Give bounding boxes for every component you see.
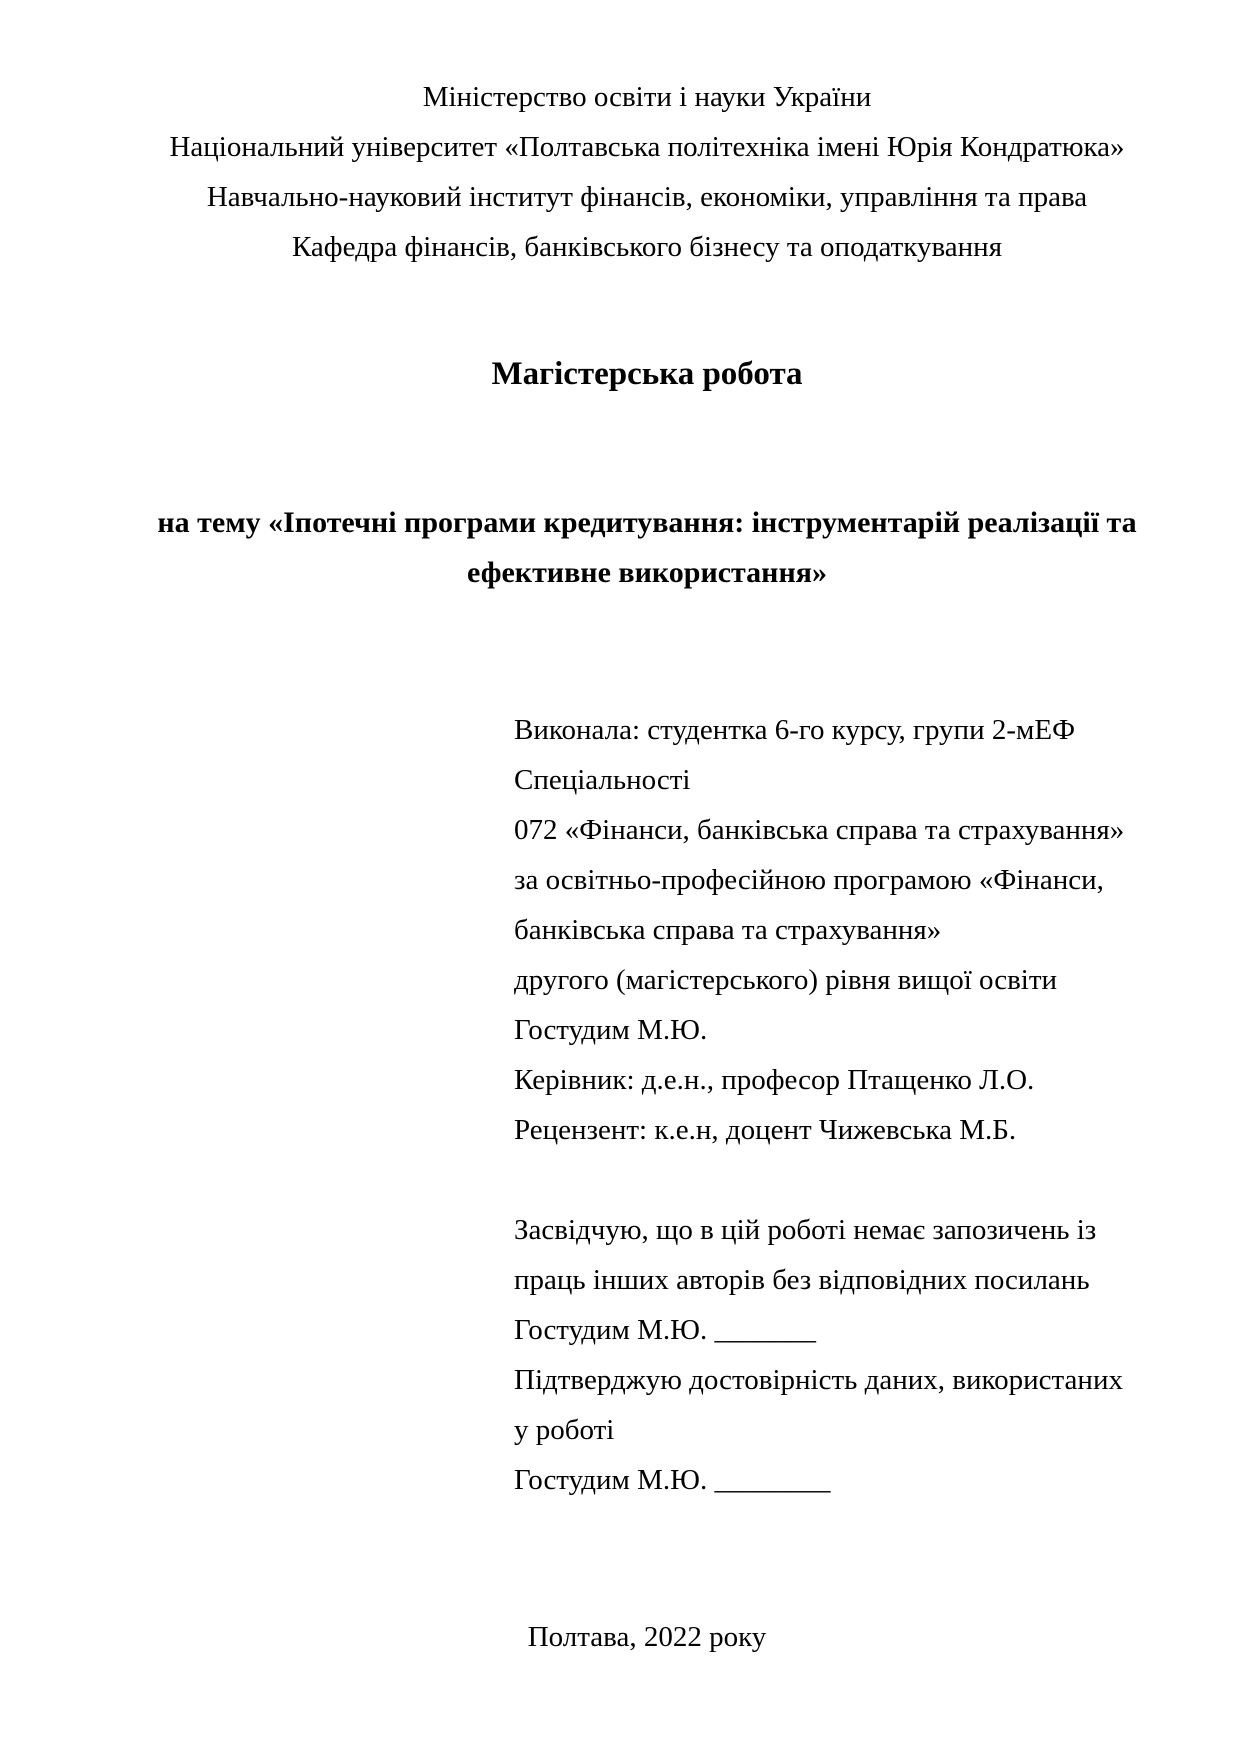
performed-by-line: Виконала: студентка 6-го курсу, групи 2-мЕФ: [514, 714, 1075, 746]
specialty-label-line: Спеціальності: [514, 764, 691, 796]
author-name-line: Гостудим М.Ю.: [514, 1014, 708, 1046]
work-type-title: Магістерська робота: [491, 356, 803, 392]
signature-line-1: Гостудим М.Ю. _______: [514, 1314, 816, 1346]
supervisor-line: Керівник: д.е.н., професор Птащенко Л.О.: [514, 1064, 1035, 1096]
declaration-block: [514, 1205, 1200, 1505]
program-line-2: банківська справа та страхування»: [514, 914, 942, 946]
ministry-line: Міністерство освіти і науки України: [422, 81, 872, 113]
university-line: Національний університет «Полтавська політехніка імені Юрія Кондратюка»: [169, 131, 1125, 163]
thesis-topic: на тему «Іпотечні програми кредитування: інструментарій реалізації та ефективне використання»: [157, 506, 1137, 589]
signature-line-2: Гостудим М.Ю. ________: [514, 1464, 831, 1496]
declaration-line-1: Засвідчую, що в цій роботі немає запозичень із: [514, 1214, 1097, 1246]
institution-header: [94, 72, 1200, 272]
author-details-block: [514, 705, 1200, 1155]
institute-line: Навчально-науковий інститут фінансів, економіки, управління та права: [206, 181, 1088, 213]
specialty-code-line: 072 «Фінанси, банківська справа та страхування»: [514, 814, 1125, 846]
declaration-line-2: праць інших авторів без відповідних посилань: [514, 1264, 1090, 1296]
confirmation-line-1: Підтверджую достовірність даних, використаних: [514, 1364, 1123, 1396]
confirmation-line-2: у роботі: [514, 1414, 615, 1446]
place-year-line: Полтава, 2022 року: [527, 1621, 767, 1653]
reviewer-line: Рецензент: к.е.н, доцент Чижевська М.Б.: [514, 1114, 1017, 1146]
degree-level-line: другого (магістерського) рівня вищої освіти: [514, 964, 1058, 996]
department-line: Кафедра фінансів, банківського бізнесу та оподаткування: [291, 231, 1003, 263]
program-line-1: за освітньо-професійною програмою «Фінанси,: [514, 864, 1104, 896]
